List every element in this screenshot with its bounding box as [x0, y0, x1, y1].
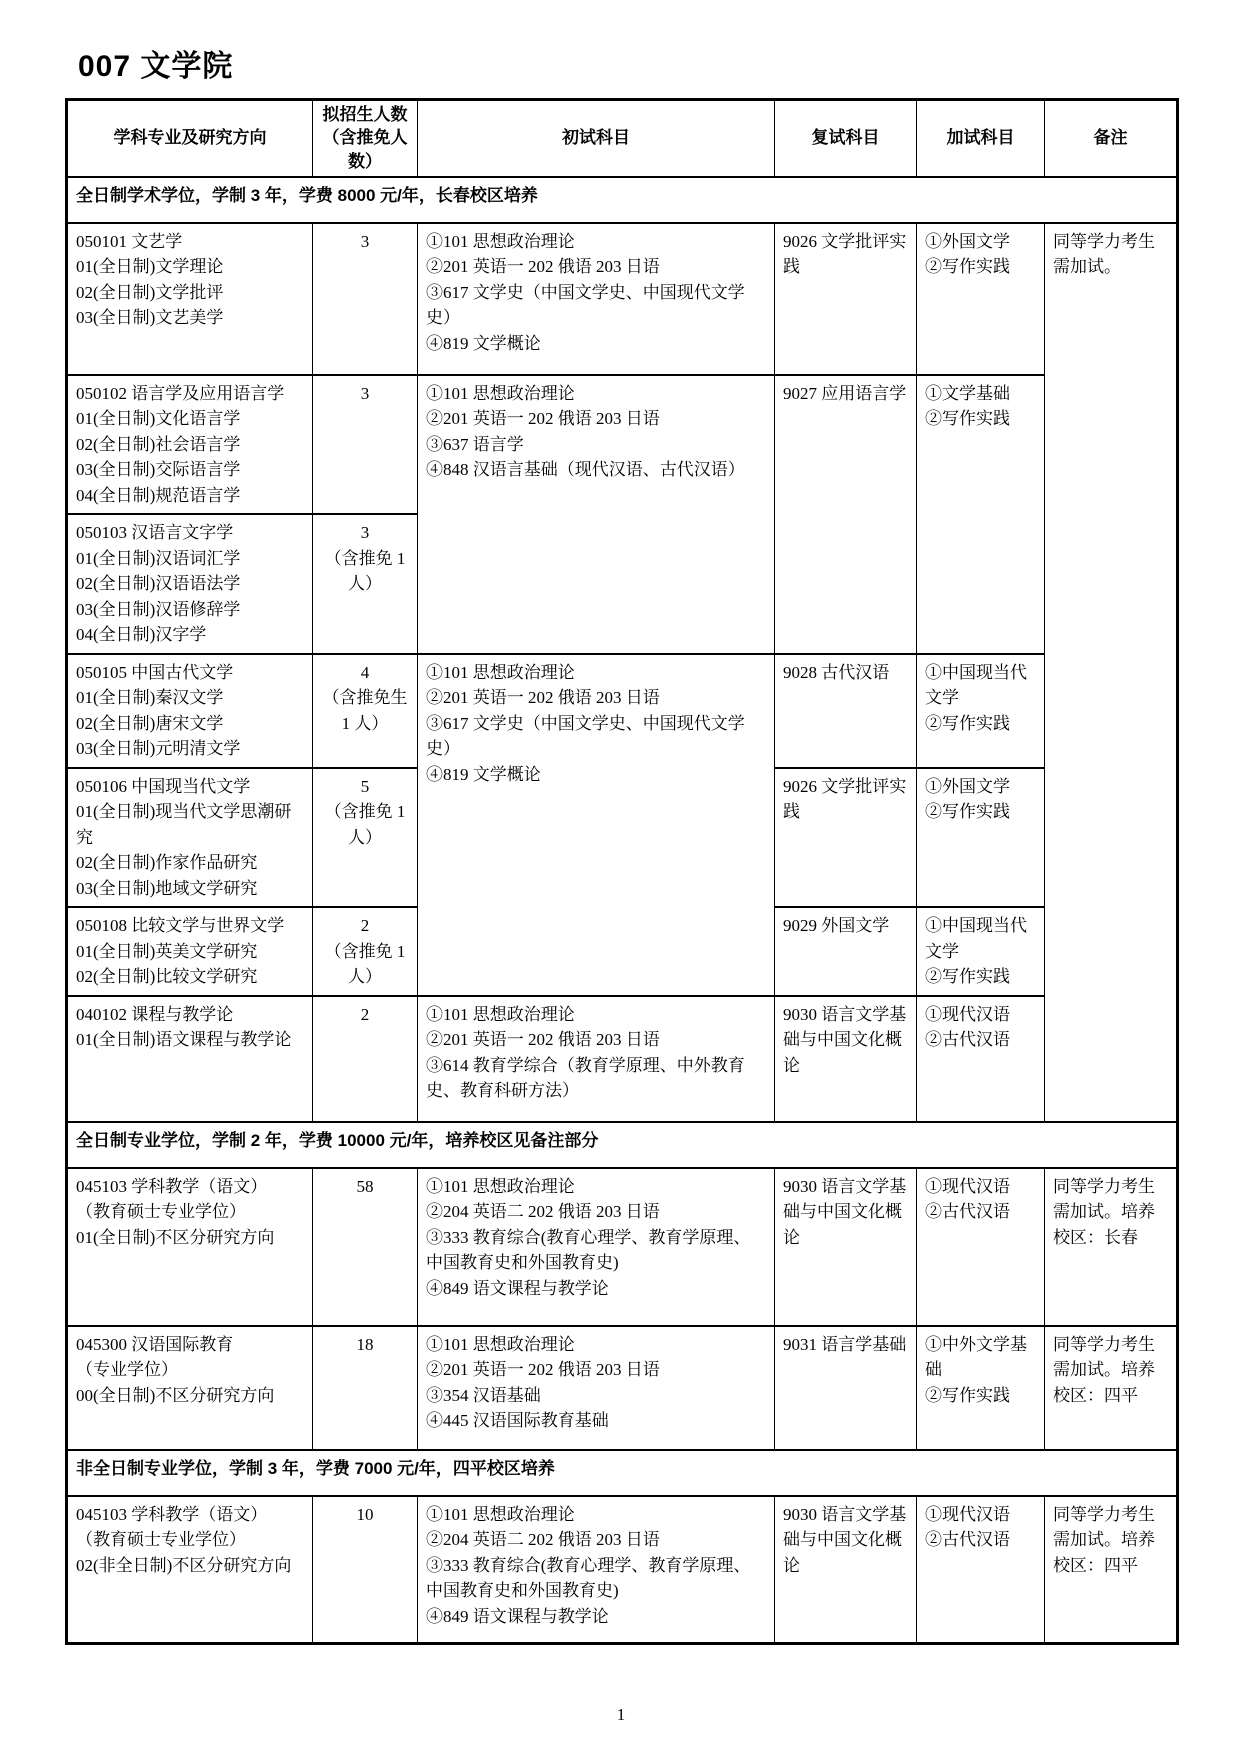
quota-cell: 5 （含推免 1 人） — [313, 768, 418, 908]
quota-cell: 4 （含推免生 1 人） — [313, 654, 418, 768]
column-header-notes: 备注 — [1045, 99, 1178, 177]
retrial-subjects-cell: 9026 文学批评实践 — [775, 768, 917, 908]
quota-cell: 18 — [313, 1326, 418, 1450]
page-number: 1 — [616, 1705, 626, 1725]
retrial-subjects-cell: 9030 语言文学基础与中国文化概论 — [775, 1496, 917, 1644]
quota-cell: 10 — [313, 1496, 418, 1644]
retrial-subjects-cell: 9030 语言文学基础与中国文化概论 — [775, 996, 917, 1122]
column-header-extra-subjects: 加试科目 — [917, 99, 1045, 177]
major-cell: 050105 中国古代文学 01(全日制)秦汉文学 02(全日制)唐宋文学 03(全日制)元明清文学 — [67, 654, 313, 768]
header-row — [67, 99, 1178, 177]
note-cell: 同等学力考生需加试。 — [1045, 223, 1178, 1122]
major-cell: 050103 汉语言文字学 01(全日制)汉语词汇学 02(全日制)汉语语法学 03(全日制)汉语修辞学 04(全日制)汉字学 — [67, 514, 313, 654]
retrial-subjects-cell: 9031 语言学基础 — [775, 1326, 917, 1450]
retrial-subjects-cell: 9026 文学批评实践 — [775, 223, 917, 375]
extra-subjects-cell: ①外国文学 ②写作实践 — [917, 223, 1045, 375]
table-row — [67, 654, 1178, 768]
initial-subjects-cell: ①101 思想政治理论 ②201 英语一 202 俄语 203 日语 ③637 语言学 ④848 汉语言基础（现代汉语、古代汉语） — [418, 375, 775, 654]
table-row — [67, 223, 1178, 375]
initial-subjects-cell: ①101 思想政治理论 ②204 英语二 202 俄语 203 日语 ③333 教育综合(教育心理学、教育学原理、中国教育史和外国教育史) ④849 语文课程与教学论 — [418, 1496, 775, 1644]
extra-subjects-cell: ①外国文学 ②写作实践 — [917, 768, 1045, 908]
note-cell: 同等学力考生需加试。培养校区：长春 — [1045, 1168, 1178, 1326]
section-band-parttime: 非全日制专业学位，学制 3 年，学费 7000 元/年，四平校区培养 — [67, 1450, 1178, 1496]
extra-subjects-cell: ①现代汉语 ②古代汉语 — [917, 1168, 1045, 1326]
table-row — [67, 177, 1178, 223]
quota-cell: 2 — [313, 996, 418, 1122]
table-row — [67, 996, 1178, 1122]
extra-subjects-cell: ①中国现当代文学 ②写作实践 — [917, 654, 1045, 768]
column-header-major: 学科专业及研究方向 — [67, 99, 313, 177]
quota-cell: 58 — [313, 1168, 418, 1326]
extra-subjects-cell: ①现代汉语 ②古代汉语 — [917, 996, 1045, 1122]
table-row — [67, 1168, 1178, 1326]
extra-subjects-cell: ①现代汉语 ②古代汉语 — [917, 1496, 1045, 1644]
initial-subjects-cell: ①101 思想政治理论 ②201 英语一 202 俄语 203 日语 ③617 文学史（中国文学史、中国现代文学史） ④819 文学概论 — [418, 223, 775, 375]
quota-cell: 2 （含推免 1 人） — [313, 907, 418, 996]
initial-subjects-cell: ①101 思想政治理论 ②201 英语一 202 俄语 203 日语 ③354 汉语基础 ④445 汉语国际教育基础 — [418, 1326, 775, 1450]
major-cell: 050102 语言学及应用语言学 01(全日制)文化语言学 02(全日制)社会语言学 03(全日制)交际语言学 04(全日制)规范语言学 — [67, 375, 313, 515]
table-row — [67, 1326, 1178, 1450]
extra-subjects-cell: ①文学基础 ②写作实践 — [917, 375, 1045, 654]
section-band-professional: 全日制专业学位，学制 2 年，学费 10000 元/年，培养校区见备注部分 — [67, 1122, 1178, 1168]
major-cell: 045300 汉语国际教育 （专业学位） 00(全日制)不区分研究方向 — [67, 1326, 313, 1450]
retrial-subjects-cell: 9029 外国文学 — [775, 907, 917, 996]
section-band-academic: 全日制学术学位，学制 3 年，学费 8000 元/年，长春校区培养 — [67, 177, 1178, 223]
initial-subjects-cell: ①101 思想政治理论 ②204 英语二 202 俄语 203 日语 ③333 教育综合(教育心理学、教育学原理、中国教育史和外国教育史) ④849 语文课程与教学论 — [418, 1168, 775, 1326]
initial-subjects-cell: ①101 思想政治理论 ②201 英语一 202 俄语 203 日语 ③617 文学史（中国文学史、中国现代文学史） ④819 文学概论 — [418, 654, 775, 996]
retrial-subjects-cell: 9027 应用语言学 — [775, 375, 917, 654]
retrial-subjects-cell: 9028 古代汉语 — [775, 654, 917, 768]
major-cell: 050106 中国现当代文学 01(全日制)现当代文学思潮研究 02(全日制)作家作品研究 03(全日制)地域文学研究 — [67, 768, 313, 908]
column-header-quota: 拟招生人数 （含推免人数） — [313, 99, 418, 177]
retrial-subjects-cell: 9030 语言文学基础与中国文化概论 — [775, 1168, 917, 1326]
column-header-retrial-subjects: 复试科目 — [775, 99, 917, 177]
extra-subjects-cell: ①中外文学基础 ②写作实践 — [917, 1326, 1045, 1450]
initial-subjects-cell: ①101 思想政治理论 ②201 英语一 202 俄语 203 日语 ③614 教育学综合（教育学原理、中外教育史、教育科研方法） — [418, 996, 775, 1122]
extra-subjects-cell: ①中国现当代文学 ②写作实践 — [917, 907, 1045, 996]
table-row — [67, 1496, 1178, 1644]
major-cell: 050108 比较文学与世界文学 01(全日制)英美文学研究 02(全日制)比较文学研究 — [67, 907, 313, 996]
quota-cell: 3 — [313, 375, 418, 515]
major-cell: 045103 学科教学（语文） （教育硕士专业学位） 01(全日制)不区分研究方向 — [67, 1168, 313, 1326]
admissions-table — [65, 98, 1179, 1646]
note-cell: 同等学力考生需加试。培养校区：四平 — [1045, 1496, 1178, 1644]
major-cell: 045103 学科教学（语文） （教育硕士专业学位） 02(非全日制)不区分研究方向 — [67, 1496, 313, 1644]
major-cell: 040102 课程与教学论 01(全日制)语文课程与教学论 — [67, 996, 313, 1122]
quota-cell: 3 — [313, 223, 418, 375]
table-row — [67, 375, 1178, 515]
table-row — [67, 1122, 1178, 1168]
table-row — [67, 1450, 1178, 1496]
quota-cell: 3 （含推免 1 人） — [313, 514, 418, 654]
page-title: 007 文学院 — [78, 50, 234, 83]
major-cell: 050101 文艺学 01(全日制)文学理论 02(全日制)文学批评 03(全日制)文艺美学 — [67, 223, 313, 375]
column-header-initial-subjects: 初试科目 — [418, 99, 775, 177]
note-cell: 同等学力考生需加试。培养校区：四平 — [1045, 1326, 1178, 1450]
